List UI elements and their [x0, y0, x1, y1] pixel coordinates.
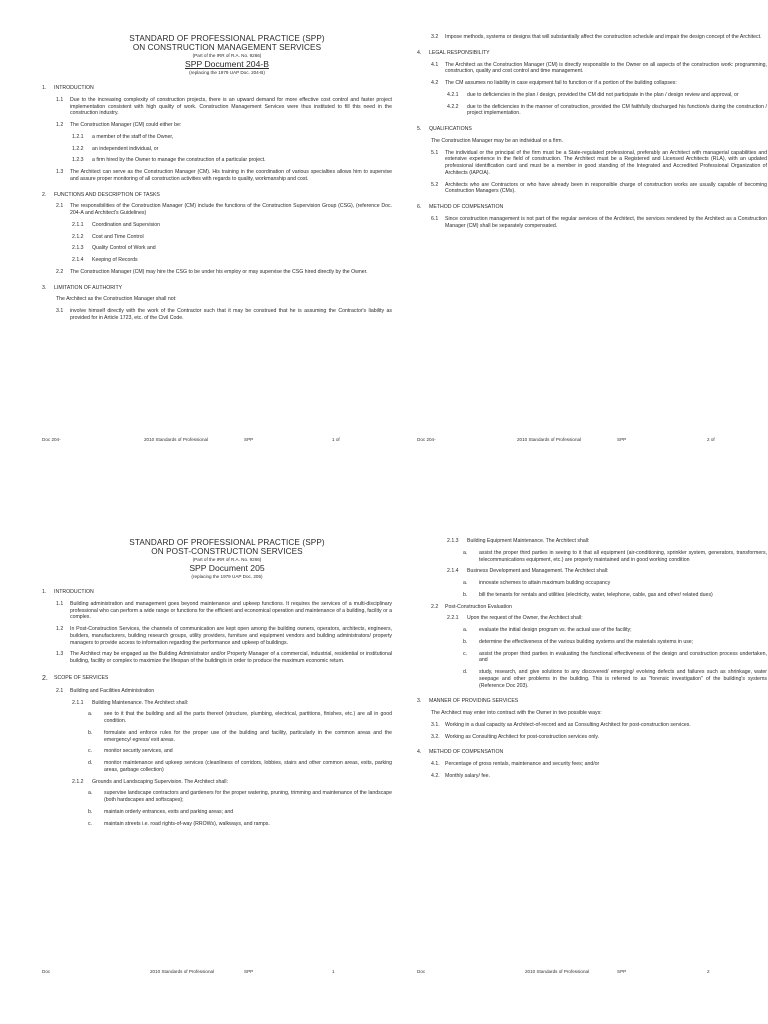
paragraph-1-1: 1.1 Building administration and management goes beyond maintenance and upkeep functions. It requires the services of a multi-disciplinary professional who can perform a wide range or functions for the efficient and economical operation and maintenance of a building, facility or a complex.: [56, 600, 392, 621]
paragraph-2-1-2: 2.1.2 Grounds and Landscaping Supervision. The Architect shall:: [72, 778, 229, 785]
footer-page: 2 of: [707, 437, 715, 442]
paragraph-3-intro: The Architect as the Construction Manager shall not:: [56, 296, 177, 303]
page-title-block: [62, 34, 392, 76]
document-page-4: [417, 538, 767, 978]
paragraph-3-1: 3.1. Working in a dual capacity as Architect-of-record and as Consulting Architect for post-construction services.: [431, 721, 691, 728]
section-heading: 3. MANNER OF PROVIDING SERVICES: [417, 698, 519, 705]
list-item: a. assist the proper third parties in seeing to it that all equipment (air-conditioning, sprinkler system, generators, transformers, telecommunications equipment, etc.) are properly maintained and in good working condition: [463, 549, 767, 563]
section-heading: 6. METHOD OF COMPENSATION: [417, 204, 504, 210]
list-item: a. evaluate the initial design program vs. the actual use of the facility;: [463, 627, 632, 633]
paragraph-4-2: 4.2 The CM assumes no liability in case equipment fail to function or if a portion of the building collapses:: [431, 80, 677, 86]
replacing-note: (replacing the 1979 UAP Doc. 205): [191, 573, 263, 579]
section-heading: 2. SCOPE OF SERVICES: [42, 674, 109, 682]
paragraph-3-1: 3.1 involve himself directly with the work of the Contractor such that it may be construed that he is assuming the Contractor's liability as provided for in Article 1723, etc. of the Civil Code.: [56, 308, 392, 321]
paragraph-4-2-1: 4.2.1 due to deficiencies in the plan / design, provided the CM did not participate in the plan / design review and approval, or: [447, 91, 739, 98]
footer-page: 2: [707, 969, 710, 974]
paragraph-5-intro: The Construction Manager may be an individual or a firm.: [431, 137, 564, 144]
paragraph-4-2-2: 4.2.2 due to the deficiencies in the manner of construction, provided the CM faithfully discharged his function/s during the construction / project implementation.: [447, 103, 767, 117]
list-item: b. maintain orderly entrances, exits and parking areas; and: [88, 808, 234, 815]
paragraph-4-2: 4.2. Monthly salary/ fee.: [431, 772, 490, 779]
paragraph-3-2: 3.2 Impose methods, systems or designs that will substantially affect the construction schedule and impair the design concept of the Architect.: [431, 34, 762, 40]
paragraph-2-2: 2.2 Post-Construction Evaluation: [431, 603, 512, 610]
paragraph-1-2-1: 1.2.1 a member of the staff of the Owner,: [72, 133, 174, 140]
paragraph-1-2-3: 1.2.3 a firm hired by the Owner to manage the construction of a particular project.: [72, 157, 266, 164]
section-heading: 4. LEGAL RESPONSIBILITY: [417, 49, 490, 56]
section-heading: 3. LIMITATION OF AUTHORITY: [42, 284, 123, 291]
footer-standards: 2010 Standards of Professional: [525, 969, 590, 974]
paragraph-6-1: 6.1 Since construction management is not part of the regular services of the Architect, the services rendered by the Architect as a Construction Manager (CM) shall be separately compensated.: [431, 215, 767, 229]
footer-spp: SPP: [244, 437, 254, 442]
doc-title: SPP Document 205: [189, 563, 265, 574]
paragraph-1-3: 1.3 The Architect may be engaged as the Building Administrator and/or Property Manager of a commercial, industrial, residential or institutional building, facility or complex to maximize the lifespan of the building/s in order to produce the maximum economic return.: [56, 651, 392, 664]
paragraph-2-1-3: 2.1.3 Building Equipment Maintenance. The Architect shall:: [447, 538, 590, 544]
replacing-note: (replacing the 1979 UAP Doc. 204-B): [189, 69, 265, 75]
footer-standards: 2010 Standards of Professional: [150, 969, 215, 974]
paragraph-1-2: 1.2 In Post-Construction Services, the channels of communication are kept open among the building owners, operators, architects, engineers, builders, manufacturers, building research groups, utility providers, furniture and equipment vendors and building administrators/ property managers to provide access to information regarding the performance and upkeep of buildings.: [56, 626, 392, 646]
paragraph-1-3: 1.3 The Architect can serve as the Construction Manager (CM). His training in the coordination of various specialties allows him to supervise and assure proper monitoring of all construction activities with regards to quality, workmanship and cost.: [56, 169, 392, 182]
paragraph-2-1-3: 2.1.3 Quality Control of Work and: [72, 245, 156, 252]
paragraph-5-2: 5.2 Architects who are Contractors or who have already been in responsible charge of construction works are usually capable of becoming Construction Managers (CMs).: [431, 181, 767, 195]
list-item: c. maintain streets i.e. road rights-of-way (RROWs), walkways, and ramps.: [88, 820, 270, 827]
list-item: d. study, research, and give solutions to any discovered/ emerging/ evolving defects and failures such as shrinkage, water seepage and other problems in the building. This is referred to as "forensic investigation" of the building's systems (Reference Doc 203).: [463, 669, 767, 689]
paragraph-2-1-4: 2.1.4 Business Development and Management. The Architect shall:: [447, 568, 609, 575]
list-item: a. see to it that the building and all the parts thereof (structure, plumbing, electrical, partitions, finishes, etc.) are all in good condition.: [88, 711, 392, 725]
paragraph-3-intro: The Architect may enter into contract with the Owner in two possible ways:: [431, 710, 602, 716]
paragraph-2-2: 2.2 The Construction Manager (CM) may hire the CSG to be under his employ or may supervise the CSG hired directly by the Owner.: [56, 268, 368, 275]
paragraph-2-1-4: 2.1.4 Keeping of Records: [72, 257, 138, 263]
paragraph-1-2: 1.2 The Construction Manager (CM) could either be:: [56, 122, 182, 128]
title-line-1: STANDARD OF PROFESSIONAL PRACTICE (SPP): [129, 34, 325, 43]
document-page-2: [417, 34, 767, 446]
paragraph-2-1-2: 2.1.2 Cost and Time Control: [72, 233, 144, 240]
title-line-2: ON CONSTRUCTION MANAGEMENT SERVICES: [132, 43, 322, 53]
list-item: c. assist the proper third parties in evaluating the functional effectiveness of the design and construction process undertaken, and: [463, 650, 767, 664]
footer-spp: SPP: [617, 969, 627, 974]
title-line-1: STANDARD OF PROFESSIONAL PRACTICE (SPP): [129, 538, 325, 547]
paragraph-2-1: 2.1 Building and Facilities Administration: [56, 687, 155, 694]
footer-spp: SPP: [617, 437, 627, 442]
list-item: d. monitor maintenance and upkeep services (cleanliness of corridors, lobbies, stairs and other common areas, exits, parking areas, garbage collection): [88, 760, 392, 773]
section-heading: 2. FUNCTIONS AND DESCRIPTION OF TASKS: [42, 191, 160, 198]
paragraph-2-2-1: 2.2.1 Upon the request of the Owner, the Architect shall:: [447, 615, 583, 622]
section-heading: 5. QUALIFICATIONS: [417, 126, 472, 132]
list-item: b. bill the tenants for rentals and utilities (electricity, water, telephone, cable, gas and other/ related dues): [463, 591, 713, 598]
page-title-block: [62, 538, 392, 580]
footer-doc: Doc: [42, 969, 51, 974]
footer-page: 1 of: [332, 437, 340, 442]
document-page-1: [42, 34, 392, 446]
section-heading: 1. INTRODUCTION: [42, 589, 94, 595]
footer-doc: Doc: [417, 969, 426, 974]
list-item: a. supervise landscape contractors and gardeners for the proper watering, pruning, trimming and maintenance of the landscape (both hardscapes and softscapes);: [88, 790, 392, 804]
section-heading: 4. METHOD OF COMPENSATION: [417, 749, 504, 756]
subtitle: (Part of the IRR of R.A. No. 9266): [192, 52, 262, 58]
paragraph-1-2-2: 1.2.2 an independent individual, or: [72, 145, 159, 152]
document-page-3: [42, 538, 392, 978]
footer-standards: 2010 Standards of Professional: [144, 437, 209, 442]
paragraph-2-1-1: 2.1.1 Building Maintenance. The Architect shall:: [72, 699, 189, 706]
list-item: b. determine the effectiveness of the various building systems and the materials systems in use;: [463, 638, 694, 645]
list-item: c. monitor security services, and: [88, 748, 173, 755]
footer-page: 1: [332, 969, 335, 974]
footer-spp: SPP: [244, 969, 254, 974]
footer-doc: Doc 204-: [417, 437, 436, 442]
paragraph-2-1: 2.1 The responsibilities of the Construction Manager (CM) include the functions of the Construction Supervision Group (CSG), (reference Doc. 204-A and Architect's Guidelines): [56, 203, 392, 216]
list-item: b. formulate and enforce rules for the proper use of the building and facility, particularly in the common areas and the emergency/ egress/ exit areas.: [88, 729, 392, 743]
doc-title: SPP Document 204-B: [185, 59, 269, 70]
footer-standards: 2010 Standards of Professional: [517, 437, 582, 442]
section-heading: 1. INTRODUCTION: [42, 85, 94, 91]
footer-doc: Doc 204-: [42, 437, 61, 442]
list-item: a. innovate schemes to attain maximum building occupancy: [463, 580, 611, 586]
paragraph-4-1: 4.1. Percentage of gross rentals, maintenance and security fees; and/or: [431, 761, 600, 767]
paragraph-5-1: 5.1 The individual or the principal of the firm must be a State-regulated professional, preferably an Architect with managerial capabilities and extensive experience in the field of construction. The Architect must be a Registered and Licensed Architects (RLA), with an updated professional identification card and must be a member in good standing of the Integrated and Accredited Professional Organization of Architects (IAPOA).: [431, 149, 767, 176]
subtitle: (Part of the IRR of R.A. No. 9266): [192, 556, 262, 562]
title-line-2: ON POST-CONSTRUCTION SERVICES: [151, 547, 303, 557]
paragraph-1-1: 1.1 Due to the increasing complexity of construction projects, there is an upward demand for more effective cost control and faster project implementation consistent with high quality of work. Construction Management Services were thus instituted to fill this need in the construction industry.: [56, 96, 392, 117]
paragraph-3-2: 3.2. Working as Consulting Architect for post-construction services only.: [431, 733, 600, 740]
paragraph-4-1: 4.1 The Architect as the Construction Manager (CM) is directly responsible to the Owner on all aspects of the construction work: programming, construction, quality and cost control and time management.: [431, 61, 767, 75]
paragraph-2-1-1: 2.1.1 Coordination and Supervision: [72, 221, 161, 228]
